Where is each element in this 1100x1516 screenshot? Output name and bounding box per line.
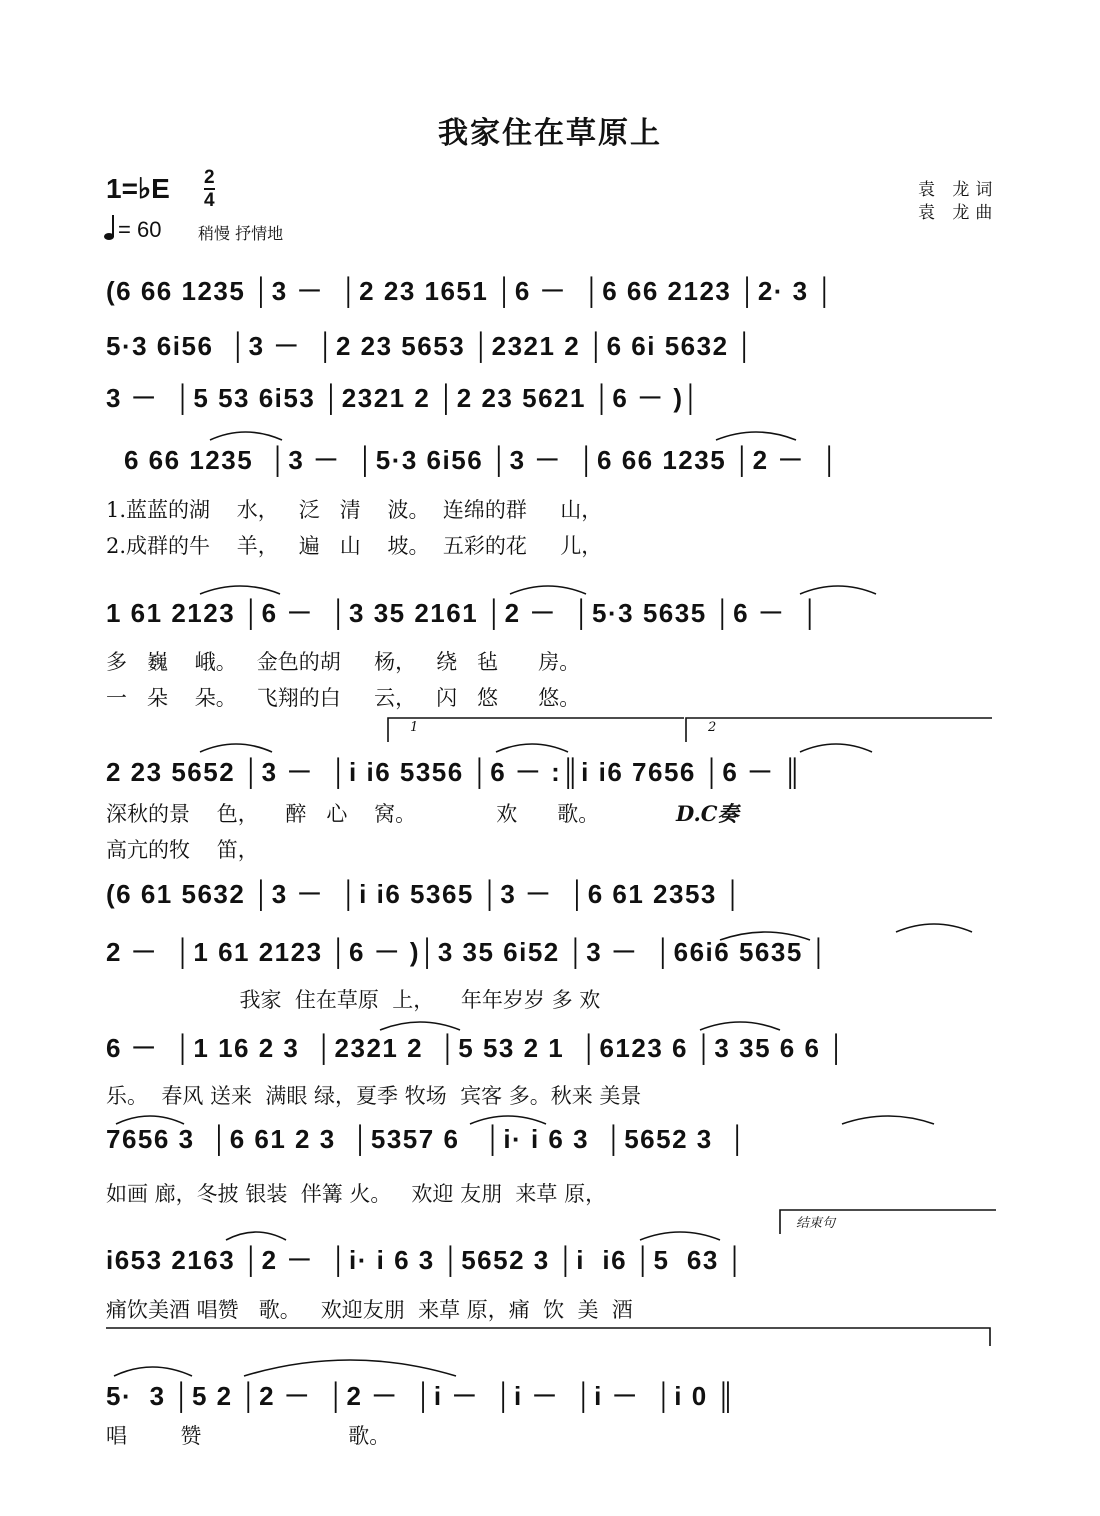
slur-mark [896,924,972,932]
slur-mark [800,744,872,752]
lyric-row-5-verse-2: 一 朵 朵。 飞翔的白 云， 闪 悠 悠。 [106,686,581,710]
slur-mark [640,1232,720,1240]
lyric-row-10: 如画 廊，冬披 银装 伴篝 火。 欢迎 友朋 来草 原， [106,1182,607,1206]
lyricist-credit: 袁 龙词 [918,180,999,200]
notation-row-11: i653 2163 │2 － │i· i 6 3 │5652 3 │i i6 │5 63 │ [106,1245,746,1275]
notation-row-10: 7656 3 │6 61 2 3 │5357 6 │i· i 6 3 │5652 3 │ [106,1124,748,1154]
notation-row-6: 2 23 5652 │3 － │i i6 5356 │6 － :║i i6 7656 │6 － ║ [106,757,804,787]
slur-mark [116,1116,184,1124]
volta-bracket [686,718,992,742]
volta-bracket [388,718,684,742]
lyric-row-11: 痛饮美酒 唱赞 歌。 欢迎友朋 来草 原，痛 饮 美 酒 [106,1298,633,1322]
slur-mark [700,1022,780,1030]
lyric-row-6-verse-2: 高亢的牧 笛， [106,838,259,862]
time-signature-top: 2 [204,167,215,188]
slur-mark [716,432,796,440]
slur-mark [800,586,876,594]
slur-mark [114,1367,192,1376]
slur-mark [470,1116,546,1124]
slur-mark [496,744,568,752]
notation-row-9: 6 － │1 16 2 3 │2321 2 │5 53 2 1 │6123 6 │3 35 6 6 │ [106,1033,847,1063]
time-signature-bottom: 4 [204,190,215,211]
notation-row-4: 6 66 1235 │3 － │5·3 6i56 │3 － │6 66 1235 │2 － │ [124,445,841,475]
ending-section-label: 结束句 [796,1216,836,1231]
volta-first-ending: 1 [410,720,419,735]
ending-line [106,1328,990,1346]
notation-row-7: (6 61 5632 │3 － │i i6 5365 │3 － │6 61 2353 │ [106,879,744,909]
lyric-row-5-verse-1: 多 巍 峨。 金色的胡 杨， 绕 毡 房。 [106,650,581,674]
lyric-row-12: 唱 赞 歌。 [106,1424,391,1448]
tempo-value: = 60 [118,217,162,242]
notation-row-5: 1 61 2123 │6 － │3 35 2161 │2 － │5·3 5635 │6 － │ [106,598,821,628]
dc-marking: D.C奏 [676,801,739,826]
ending-bracket [780,1210,996,1234]
composer-credit: 袁 龙曲 [918,203,999,223]
notation-row-1: (6 66 1235 │3 － │2 23 1651 │6 － │6 66 2123 │2· 3 │ [106,276,836,306]
notation-row-8: 2 － │1 61 2123 │6 － )│3 35 6i52 │3 － │66i6 5635 │ [106,937,830,967]
lyric-row-9: 乐。 春风 送来 满眼 绿，夏季 牧场 宾客 多。秋来 美景 [106,1084,642,1108]
lyric-row-4-verse-1: 1.蓝蓝的湖 水， 泛 清 波。 连绵的群 山， [106,498,603,522]
slur-mark [842,1116,934,1124]
lyric-row-6-verse-1: 深秋的景 色， 醉 心 窝。 欢 歌。 [106,802,600,826]
slur-mark [510,586,586,594]
notation-row-2: 5·3 6i56 │3 － │2 23 5653 │2321 2 │6 6i 5632 │ [106,331,756,361]
song-title: 我家住在草原上 [438,116,662,151]
slur-mark [200,744,272,752]
volta-second-ending: 2 [708,720,717,735]
key-signature: 1=♭E [106,173,170,204]
slur-mark [200,586,280,594]
slur-mark [210,432,282,440]
slur-mark [380,1022,460,1030]
notation-row-3: 3 － │5 53 6i53 │2321 2 │2 23 5621 │6 － )│ [106,383,702,413]
slur-mark [226,1232,286,1240]
slur-mark [720,932,810,940]
slur-mark [244,1360,456,1376]
expression-marking: 稍慢 抒情地 [198,224,284,243]
lyric-row-8: 我家 住在草原 上， 年年岁岁 多 欢 [106,988,601,1012]
lyric-row-4-verse-2: 2.成群的牛 羊， 遍 山 坡。 五彩的花 儿， [106,534,603,558]
notation-row-12: 5· 3 │5 2 │2 － │2 － │i － │i － │i － │i 0 ║ [106,1381,737,1411]
